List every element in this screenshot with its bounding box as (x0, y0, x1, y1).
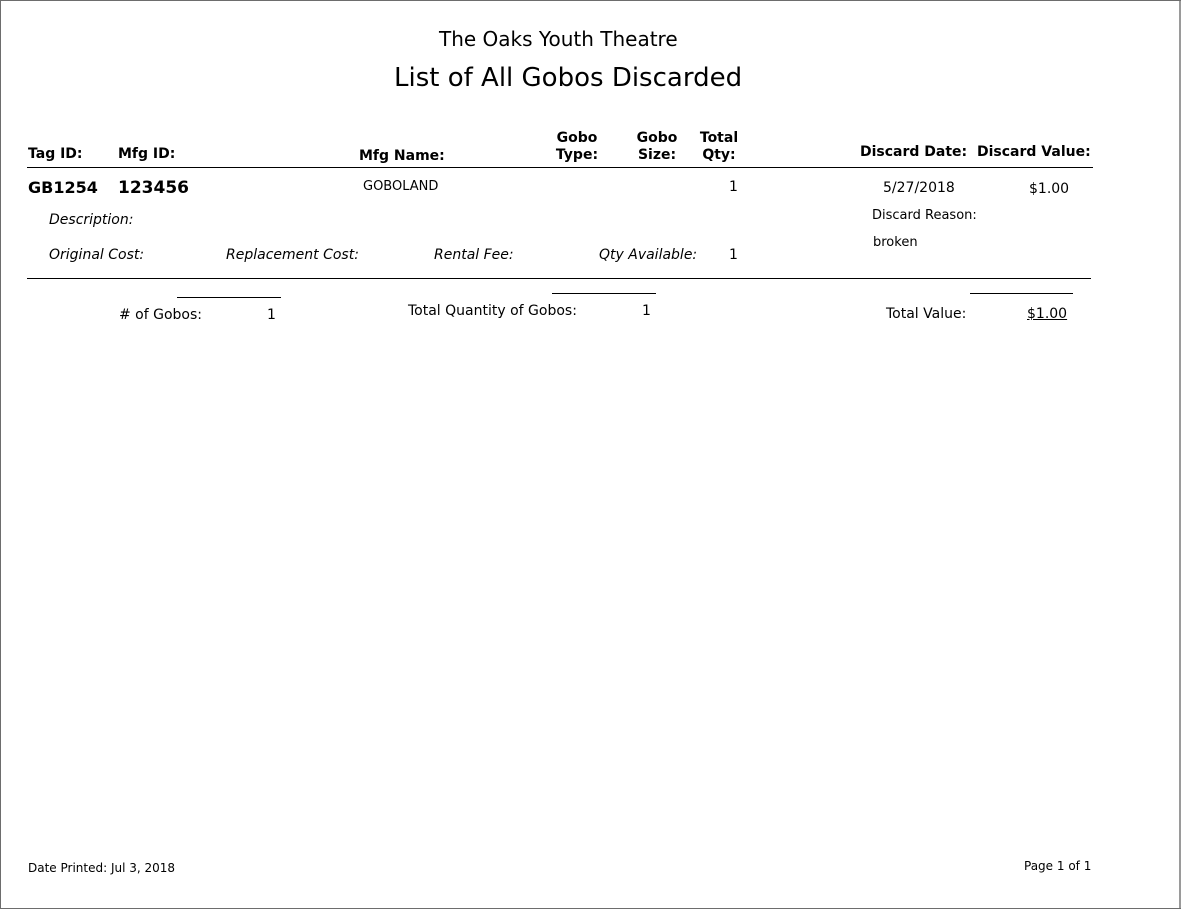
record-discard-value: $1.00 (1029, 181, 1070, 197)
header-total-qty-line1: Total (699, 130, 739, 146)
description-label: Description: (49, 212, 134, 228)
record-mfg-id: 123456 (118, 178, 189, 198)
num-gobos-label: # of Gobos: (119, 307, 203, 323)
header-discard-value: Discard Value: (977, 144, 1091, 160)
total-qty-label: Total Quantity of Gobos: (408, 303, 577, 319)
rental-fee-label: Rental Fee: (434, 247, 514, 263)
header-mfg-name: Mfg Name: (359, 148, 445, 164)
original-cost-label: Original Cost: (49, 247, 145, 263)
total-qty-value: 1 (642, 303, 651, 319)
total-value-label: Total Value: (886, 306, 967, 322)
header-gobo-size (634, 130, 680, 164)
qty-available-label: Qty Available: (599, 247, 698, 263)
qty-available-value: 1 (729, 247, 738, 263)
report-title: List of All Gobos Discarded (394, 63, 743, 93)
replacement-cost-label: Replacement Cost: (226, 247, 359, 263)
discard-reason-value: broken (873, 235, 918, 250)
record-discard-date: 5/27/2018 (883, 180, 955, 196)
org-name: The Oaks Youth Theatre (439, 27, 678, 51)
header-total-qty-line2: Qty: (702, 147, 736, 163)
header-discard-date: Discard Date: (860, 144, 968, 160)
header-rule (27, 167, 1093, 168)
num-gobos-rule (177, 297, 281, 298)
record-rule (27, 278, 1091, 279)
num-gobos-value: 1 (267, 307, 276, 323)
header-gobo-type-line2: Type: (555, 147, 599, 163)
date-printed: Date Printed: Jul 3, 2018 (28, 861, 176, 875)
header-gobo-type-line1: Gobo (556, 130, 598, 146)
record-total-qty: 1 (729, 179, 738, 195)
header-gobo-size-line2: Size: (637, 147, 677, 163)
header-tag-id: Tag ID: (28, 146, 83, 162)
header-total-qty (697, 130, 741, 164)
record-tag-id: GB1254 (28, 178, 98, 197)
total-qty-rule (552, 293, 656, 294)
page-number: Page 1 of 1 (1024, 859, 1092, 873)
header-gobo-size-line1: Gobo (636, 130, 678, 146)
total-value-amount: $1.00 (1027, 306, 1068, 322)
header-mfg-id: Mfg ID: (118, 146, 176, 162)
total-value-rule (970, 293, 1073, 294)
discard-reason-label: Discard Reason: (872, 208, 977, 223)
record-mfg-name: GOBOLAND (363, 179, 439, 194)
header-gobo-type (553, 130, 601, 164)
